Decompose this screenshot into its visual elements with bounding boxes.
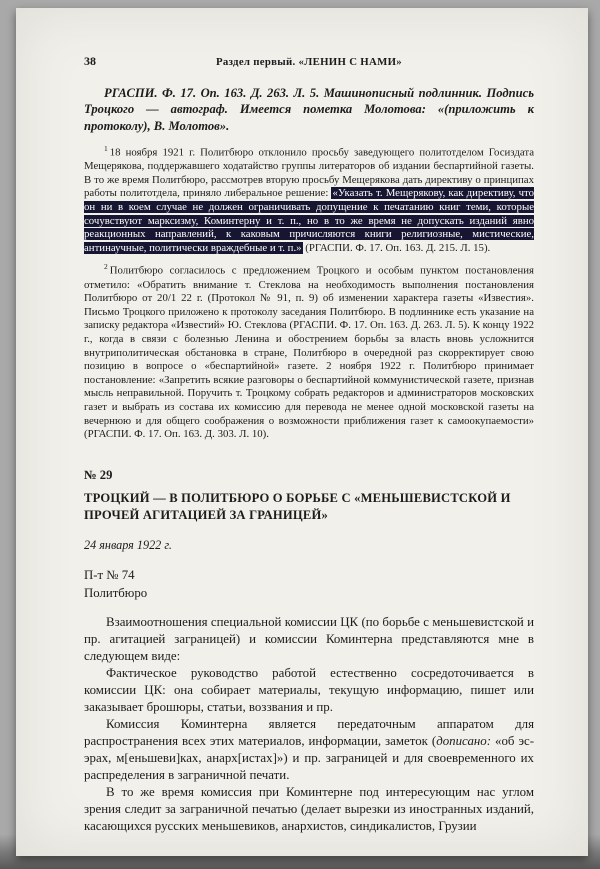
document-addressee: Политбюро [84,585,148,600]
editorial-insert: дописано: [436,734,492,749]
body-paragraph [84,716,534,784]
page-number: 38 [84,54,96,68]
paragraph-text: «об эс-эрах, м[еньшеви]ках, анарх[истах]») и пр. заграницей и для своевременного их распределения в заграничной печати. [84,734,534,783]
book-page [16,8,588,856]
document-title: ТРОЦКИЙ — В ПОЛИТБЮРО О БОРЬБЕ С «МЕНЬШЕВИСТСКОЙ И ПРОЧЕЙ АГИТАЦИЕЙ ЗА ГРАНИЦЕЙ» [84,490,511,523]
page-header [84,54,534,69]
document-protocol-number: П-т № 74 [84,567,135,582]
footnote-2-marker: 2 [104,262,108,272]
body-paragraph: Фактическое руководство работой естественно сосредоточивается в комиссии ЦК: она собирает материалы, текущую информацию, пишет или заказывает брошюры, статьи, воззвания и пр. [84,666,534,715]
highlighted-passage: «Указать т. Мещерякову, как директиву, что он ни в коем случае не должен ограничивать допущение к печатанию книг теми, которые сочувствуют марксизму, Коминтерну и т. п., но в то же время не допускать изданий явно реакционных направлений, к каковым причисляются книги религиозные, мистические, антинаучные, политически враждебные и т. п.» [84,187,534,254]
document-body [84,614,534,835]
footnotes-section [84,144,534,442]
archival-note: РГАСПИ. Ф. 17. Оп. 163. Д. 263. Л. 5. Машинописный подлинник. Подпись Троцкого — автограф. Имеется пометка Молотова: «(приложить к протоколу), В. Молотов». [84,86,534,133]
body-paragraph: Взаимоотношения специальной комиссии ЦК (по борьбе с меньшевистской и пр. агитацией заграницей) и комиссии Коминтерна представляются мне в следующем виде: [84,614,534,664]
document-heading [84,468,534,601]
document-date: 24 января 1922 г. [84,537,172,552]
running-title: Раздел первый. «ЛЕНИН С НАМИ» [216,56,402,68]
footnote-1-citation: (РГАСПИ. Ф. 17. Оп. 163. Д. 215. Л. 15). [302,241,491,254]
footnote-1-text: 18 ноября 1921 г. Политбюро отклонило просьбу заведующего политотделом Госиздата Мещерякова, поддержавшего ходатайство группы литераторов об издании беспартийной газеты. В то же время Политбюро, рассмотрев вторую просьбу Мещерякова дать директиву о принципах работы политотдела, приняло либеральное решение: [84,146,534,200]
body-paragraph: В то же время комиссия при Коминтерне под интересующим нас углом зрения следит за заграничной печатью (делает вырезки из иностранных изданий, касающихся русских меньшевиков, анархистов, синдикалистов, Грузии [84,785,534,834]
footnote-1 [84,144,534,255]
footnote-2-text: Политбюро согласилось с предложением Троцкого и особым пунктом постановления отметило: «Обратить внимание т. Стеклова на необходимость выполнения постановления Политбюро от 20/1 22 г. (Протокол № 91, п. 9) об изменении характера газеты «Известия». Письмо Троцкого приложено к протоколу заседания Политбюро. В подлиннике есть указание на записку редактора «Известий» Ю. Стеклова (РГАСПИ. Ф. 17. Оп. 163. Д. 263. Л. 5). К концу 1922 г., когда в связи с болезнью Ленина и обострением борьбы за власть вновь усложнится внутриполитическая обстановка в стране, Политбюро в очередной раз скорректирует свою позицию в вопросе о «беспартийной» газете. 2 ноября 1922 г. Политбюро принимает постановление: «Запретить всякие разговоры о беспартийной коммунистической газете, признав мысль неправильной. Поручить т. Троцкому собрать редакторов и администраторов московских газет и выбрать из состава их комиссию для перевода не менее одной московской газеты на вечернюю и для общего соображения о возможности приближения газет к самоокупаемости» (РГАСПИ. Ф. 17. Оп. 163. Д. 303. Л. 10). [84,265,534,441]
footnote-2 [84,262,534,441]
document-number: № 29 [84,467,113,482]
paragraph-text: Комиссия Коминтерна является передаточным аппаратом для распространения всех этих материалов, информации, заметок ( [84,717,534,749]
footnote-1-marker: 1 [104,144,108,154]
